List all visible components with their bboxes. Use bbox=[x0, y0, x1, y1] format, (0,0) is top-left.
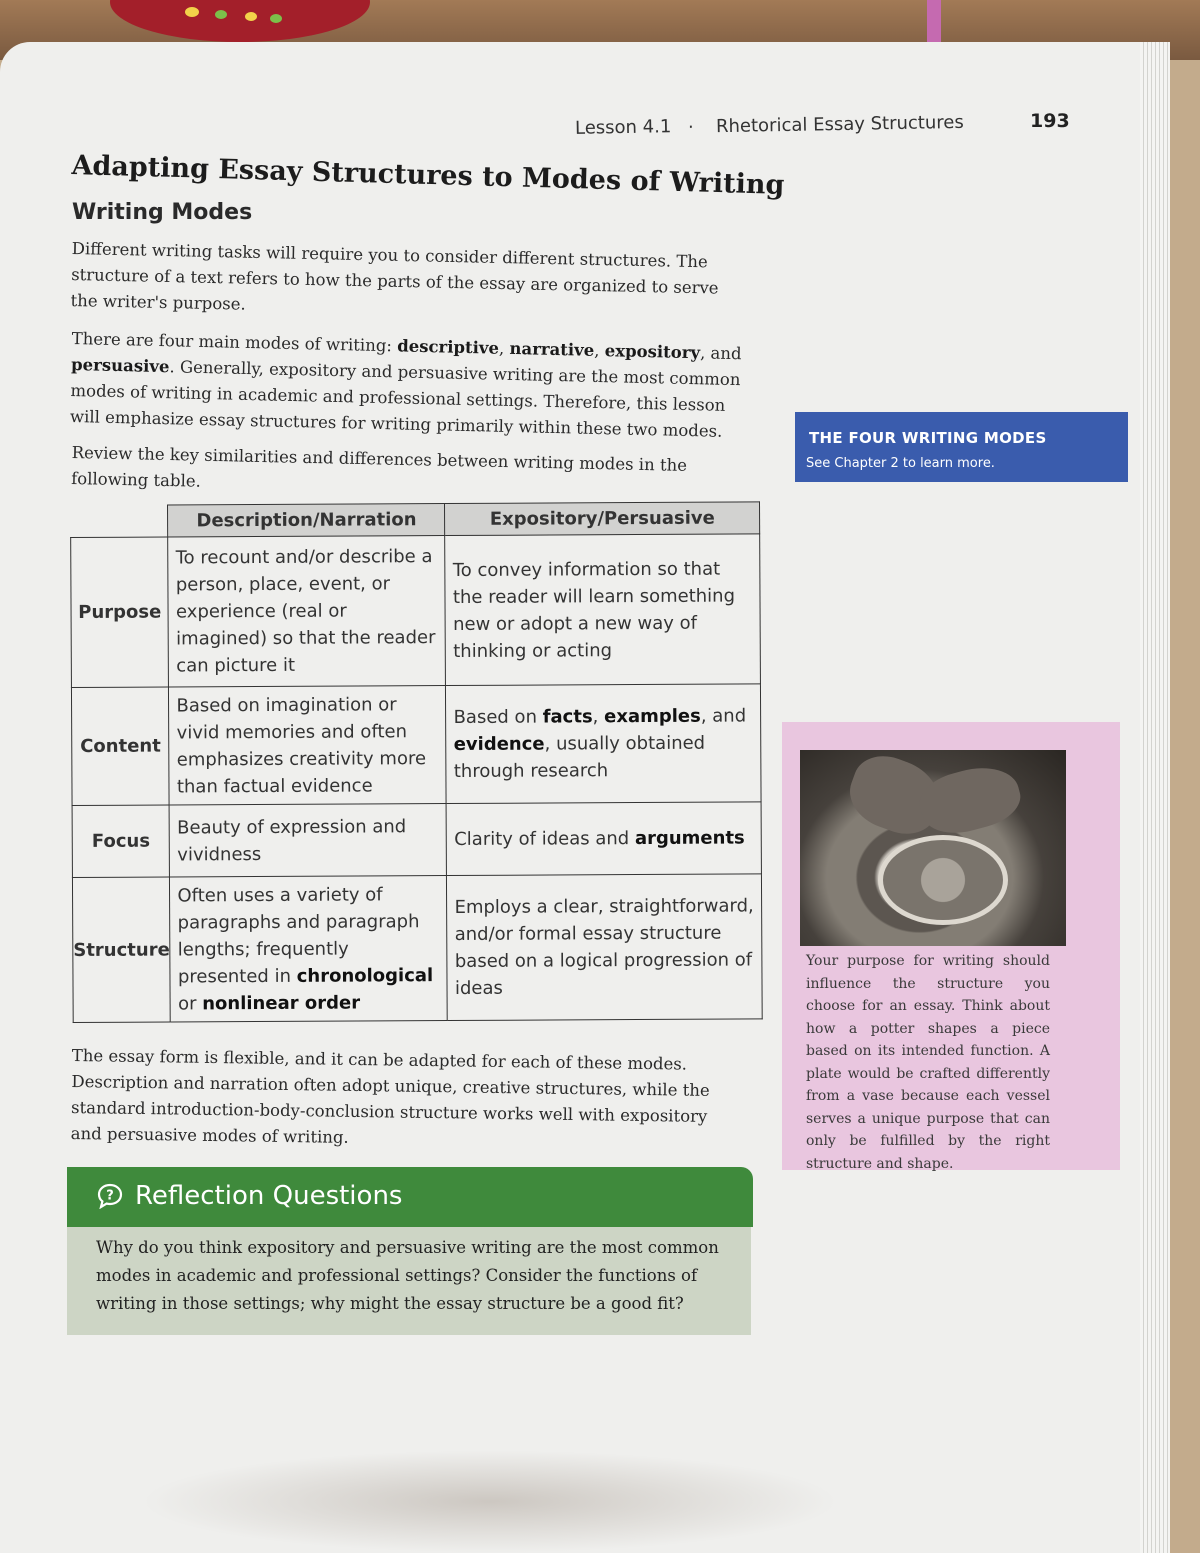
svg-text:?: ? bbox=[106, 1188, 114, 1204]
row-header-focus: Focus bbox=[72, 805, 170, 878]
cell-focus-expository: Clarity of ideas and arguments bbox=[447, 802, 762, 876]
closing-paragraph: The essay form is flexible, and it can be adapted for each of these modes. Description and narration often adopt unique, creative structures, while the standard introduction-body-conclusion structure works well with expository and persuasive modes of writing. bbox=[70, 1045, 710, 1147]
shadow bbox=[140, 1450, 840, 1553]
reflection-header bbox=[67, 1167, 753, 1227]
cell-purpose-description: To recount and/or describe a person, place, event, or experience (real or imagined) so that the reader can picture it bbox=[168, 536, 446, 687]
speech-bubble-question-icon bbox=[97, 1183, 123, 1209]
page-title: Adapting Essay Structures to Modes of Writing bbox=[71, 150, 785, 201]
running-head-separator: · bbox=[687, 116, 694, 139]
term-persuasive: persuasive bbox=[70, 354, 170, 377]
cell-structure-expository: Employs a clear, straightforward, and/or formal essay structure based on a logical progression of ideas bbox=[447, 874, 762, 1021]
section-subtitle: Writing Modes bbox=[72, 200, 253, 225]
table-row-purpose bbox=[71, 534, 761, 688]
photo-caption: Your purpose for writing should influence the structure you choose for an essay. Think about how a potter shapes a piece based on its intended function. A plate would be crafted differently from a vase because each vessel serves a unique purpose that can only be fulfilled by the right structure and shape. bbox=[806, 953, 1050, 1172]
row-header-purpose: Purpose bbox=[71, 537, 169, 688]
potter-photo bbox=[800, 750, 1066, 946]
running-head-lesson: Lesson 4.1 bbox=[574, 116, 672, 139]
page-edges bbox=[1140, 42, 1170, 1553]
table-header-row bbox=[71, 502, 760, 538]
table-row-content bbox=[71, 684, 761, 806]
cell-content-expository: Based on facts, examples, and evidence, usually obtained through research bbox=[446, 684, 761, 804]
table-row-structure bbox=[72, 874, 762, 1023]
sidebar-subtext: See Chapter 2 to learn more. bbox=[806, 456, 995, 471]
term-descriptive: descriptive bbox=[396, 336, 500, 358]
page-number: 193 bbox=[1030, 110, 1070, 132]
reflection-title: Reflection Questions bbox=[135, 1181, 403, 1211]
modes-comparison-table bbox=[70, 501, 763, 1023]
row-header-structure: Structure bbox=[72, 877, 170, 1023]
sidebar-heading: THE FOUR WRITING MODES bbox=[809, 429, 1047, 447]
cell-content-description: Based on imagination or vivid memories and often emphasizes creativity more than factual evidence bbox=[169, 686, 447, 805]
column-header-expository-persuasive: Expository/Persuasive bbox=[445, 502, 760, 536]
reflection-body bbox=[67, 1227, 751, 1335]
column-header-description-narration: Description/Narration bbox=[168, 504, 445, 537]
table-intro-paragraph: Review the key similarities and differences between writing modes in the following table. bbox=[70, 442, 688, 491]
table-row-focus bbox=[72, 802, 761, 878]
running-head-section: Rhetorical Essay Structures bbox=[715, 111, 964, 138]
cell-purpose-expository: To convey information so that the reader will learn something new or adopt a new way of thinking or acting bbox=[445, 534, 760, 686]
modes-paragraph: There are four main modes of writing: descriptive, narrative, expository, and persuasive. Generally, expository and persuasive writing are the most common modes of writing in academic and professional settings. Therefore, this lesson will emphasize essay structures for writing primarily within these two modes. bbox=[69, 328, 742, 441]
row-header-content: Content bbox=[71, 687, 169, 806]
cell-focus-description: Beauty of expression and vividness bbox=[170, 804, 447, 877]
term-narrative: narrative bbox=[509, 338, 595, 360]
cell-structure-description: Often uses a variety of paragraphs and paragraph lengths; frequently presented in chronological or nonlinear order bbox=[170, 876, 448, 1022]
four-modes-sidebar bbox=[795, 412, 1128, 482]
term-expository: expository bbox=[604, 341, 701, 363]
intro-paragraph: Different writing tasks will require you to consider different structures. The structure of a text refers to how the parts of the essay are organized to serve the writer's purpose. bbox=[70, 238, 719, 314]
reflection-question: Why do you think expository and persuasive writing are the most common modes in academic and professional settings? Consider the functions of writing in those settings; why might the essay structure be a good fit? bbox=[96, 1238, 719, 1313]
